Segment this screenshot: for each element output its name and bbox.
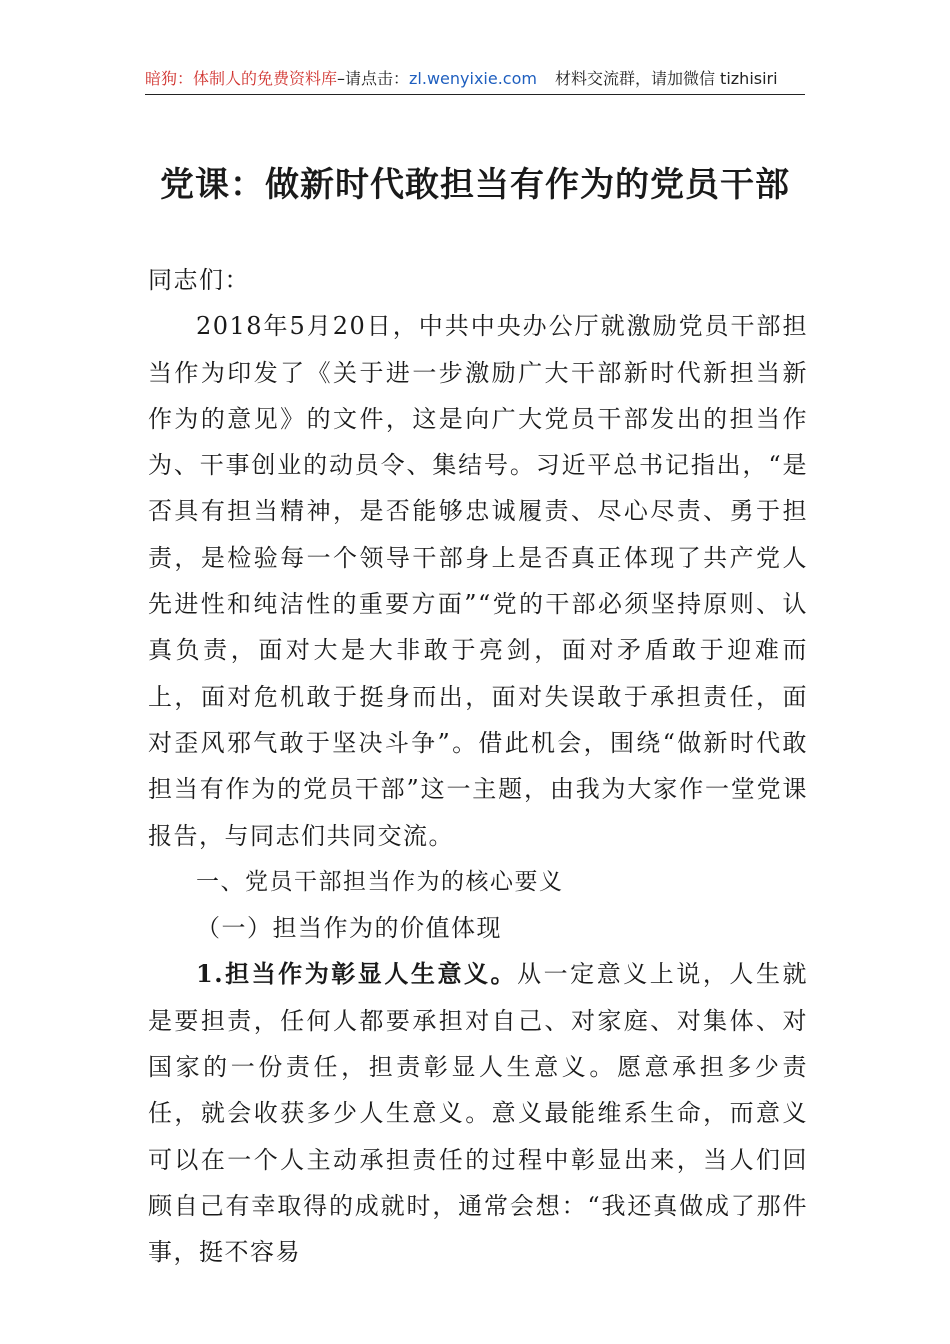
header-link[interactable]: zl.wenyixie.com	[409, 69, 537, 88]
subsection-heading: （一）担当作为的价值体现	[196, 914, 502, 943]
point-1-lead: 1.担当作为彰显人生意义。	[196, 959, 518, 989]
page-header	[145, 64, 805, 95]
point-1-body: 从一定意义上说，人生就是要担责，任何人都要承担对自己、对家庭、对集体、对国家的一份责任，担责彰显人生意义。愿意承担多少责任，就会收获多少人生意义。意义最能维系生命，而意义可以在一个人主动承担责任的过程中彰显出来，当人们回顾自己有幸取得的成就时，通常会想：“我还真做成了那件事，挺不容易	[148, 960, 809, 1267]
section-heading: 一、党员干部担当作为的核心要义	[196, 868, 564, 895]
salutation: 同志们：	[148, 266, 250, 294]
header-prefix: –请点击：	[337, 69, 410, 88]
header-contact: 材料交流群，请加微信 tizhisiri	[554, 69, 778, 88]
paragraph-point-1	[148, 951, 808, 1275]
header-brand: 暗狗：体制人的免费资料库	[145, 69, 338, 88]
paragraph-intro: 2018年5月20日，中共中央办公厅就激励党员干部担当作为印发了《关于进一步激励广大干部新时代新担当新作为的意见》的文件，这是向广大党员干部发出的担当作为、干事创业的动员令、集结号。习近平总书记指出，“是否具有担当精神，是否能够忠诚履责、尽心尽责、勇于担责，是检验每一个领导干部身上是否真正体现了共产党人先进性和纯洁性的重要方面”“党的干部必须坚持原则、认真负责，面对大是大非敢于亮剑，面对矛盾敢于迎难而上，面对危机敢于挺身而出，面对失误敢于承担责任，面对歪风邪气敢于坚决斗争”。借此机会，围绕“做新时代敢担当有作为的党员干部”这一主题，由我为大家作一堂党课报告，与同志们共同交流。	[148, 312, 808, 850]
document-title: 党课：做新时代敢担当有作为的党员干部	[160, 165, 790, 205]
document-body	[148, 257, 808, 1276]
